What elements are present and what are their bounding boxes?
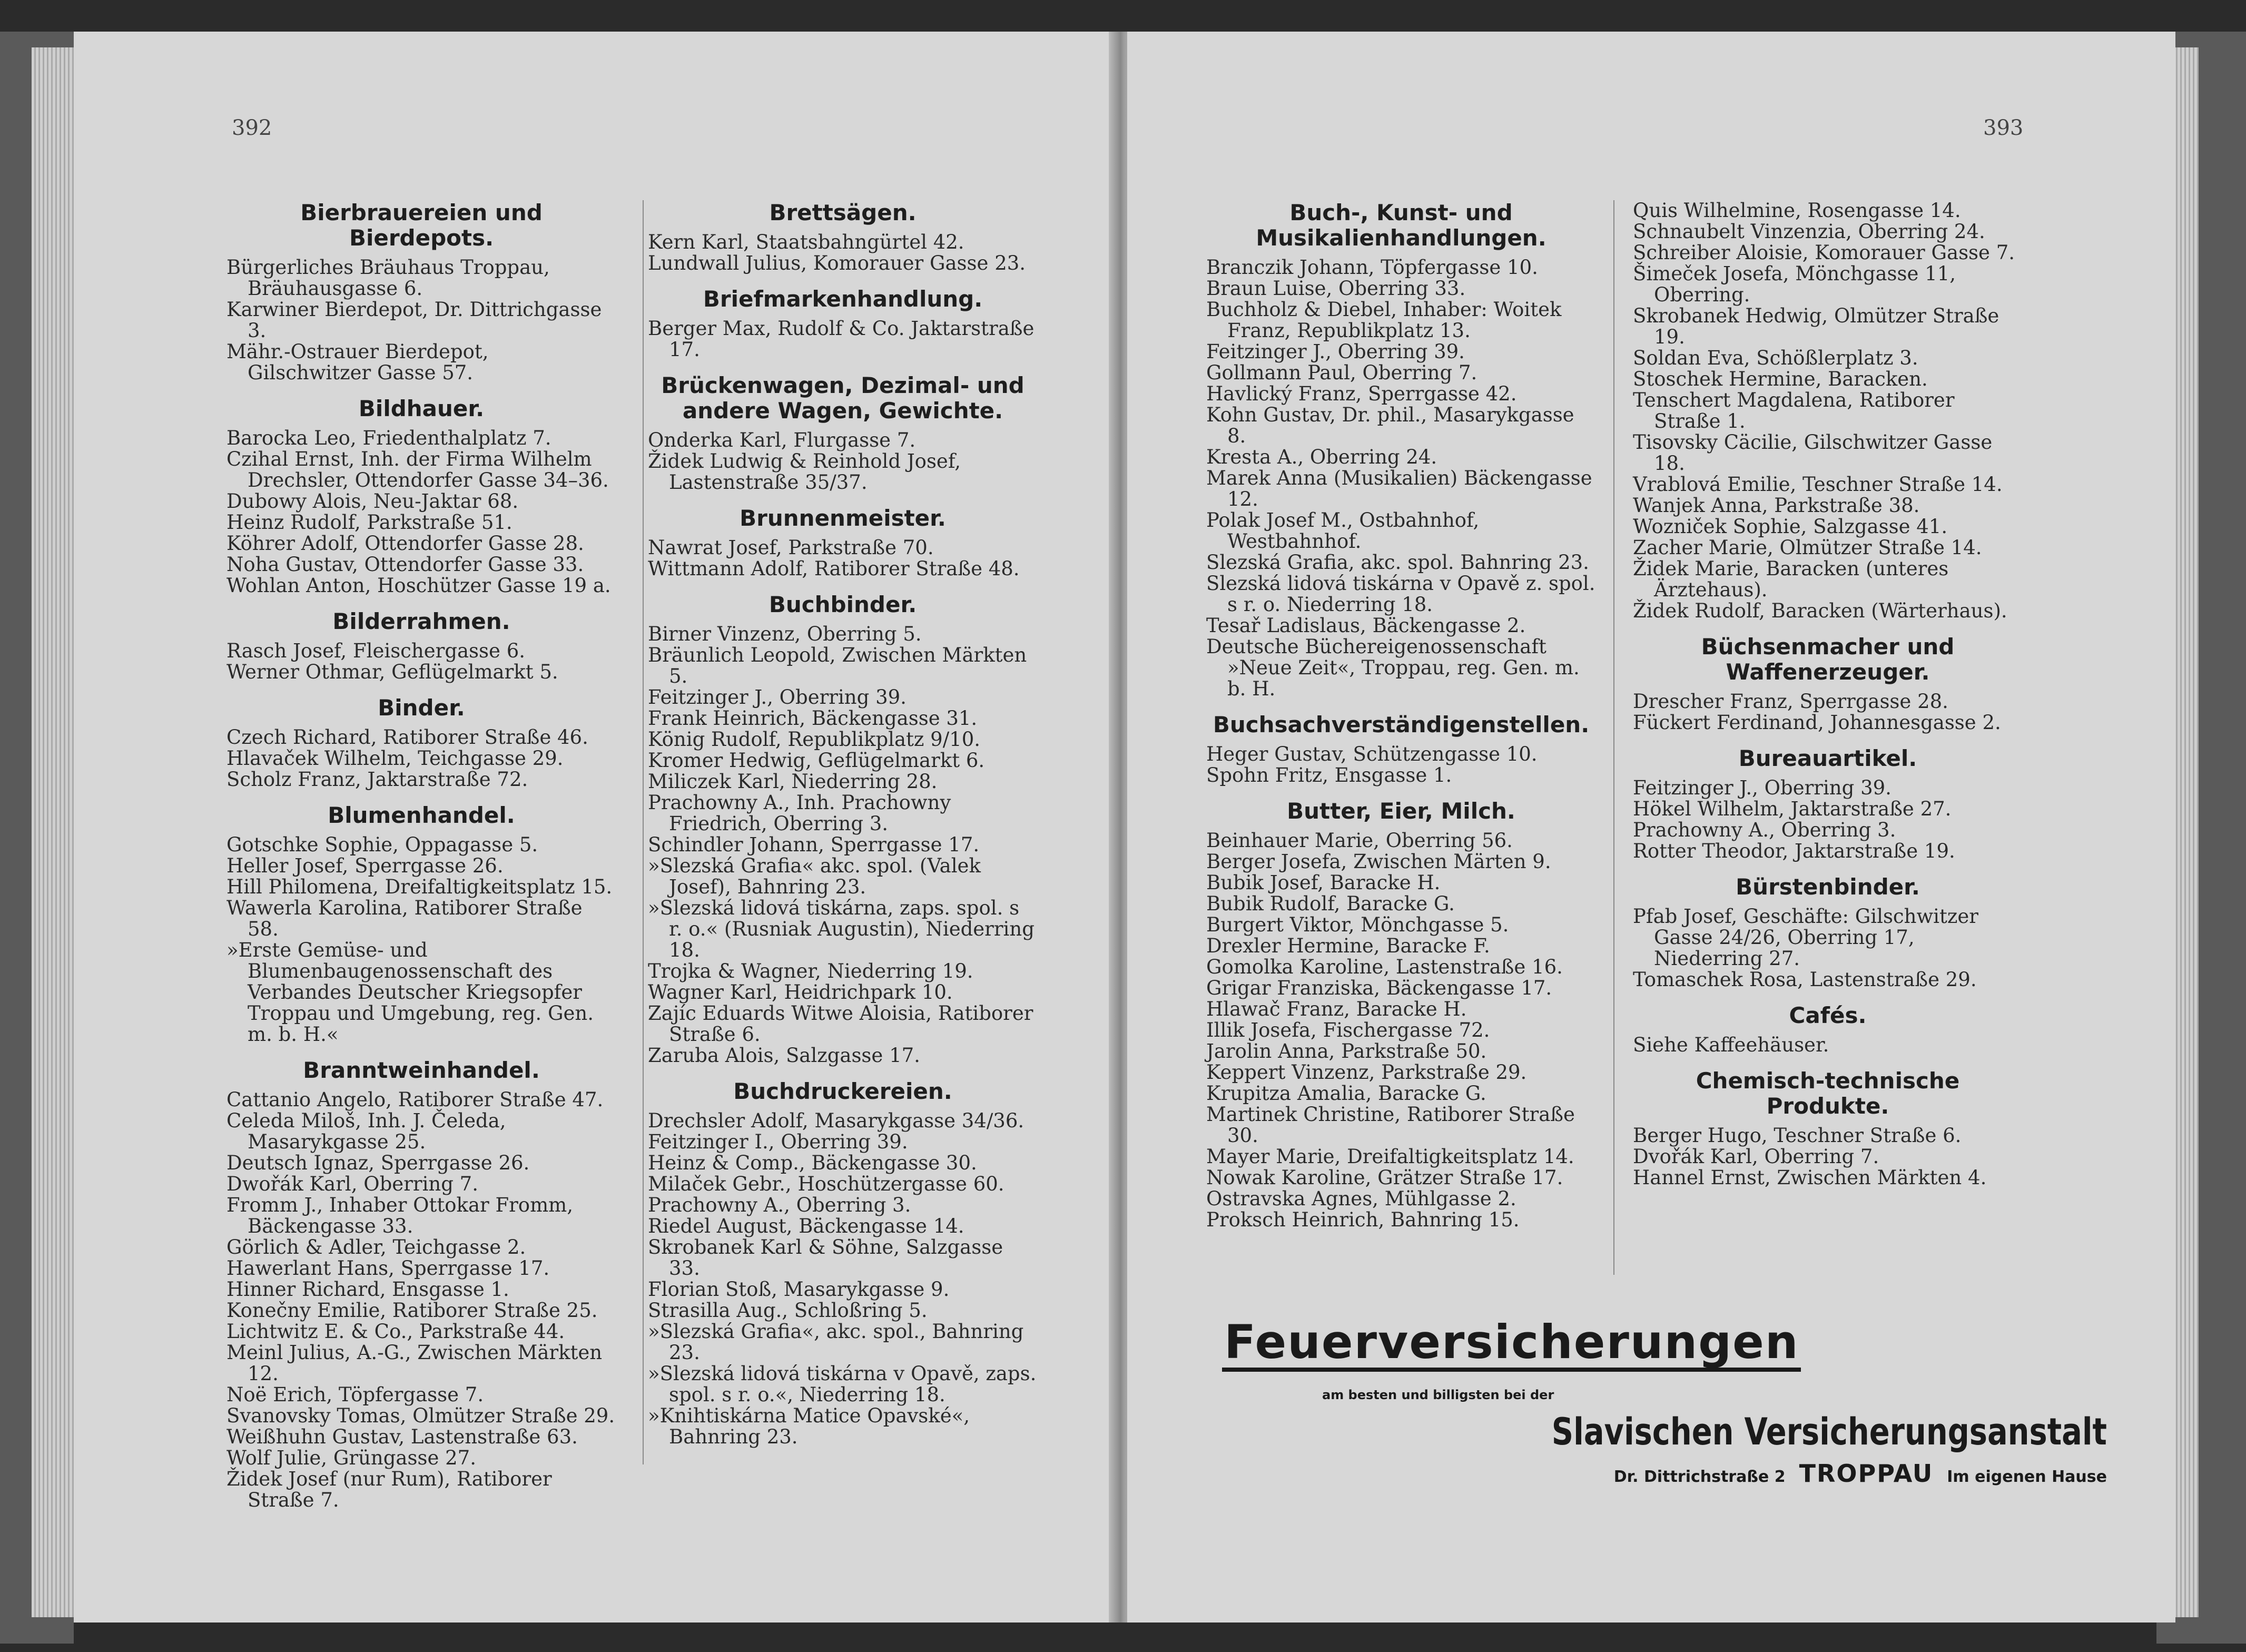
directory-entry: Quis Wilhelmine, Rosengasse 14. [1633, 199, 1961, 222]
directory-entry: Tenschert Magdalena, Ratiborer Straße 1. [1633, 389, 1955, 432]
page-number: 392 [232, 116, 272, 140]
directory-entry: Werner Othmar, Geflügelmarkt 5. [226, 661, 558, 683]
directory-entry: Bürgerliches Bräuhaus Troppau, Bräuhausgasse 6. [226, 256, 550, 300]
directory-entry: Wawerla Karolina, Ratiborer Straße 58. [226, 897, 583, 940]
directory-entry: Drescher Franz, Sperrgasse 28. [1633, 690, 1948, 713]
directory-entry: Fromm J., Inhaber Ottokar Fromm, Bäckengasse 33. [226, 1194, 574, 1237]
directory-entry: Onderka Karl, Flurgasse 7. [648, 429, 916, 451]
section-heading: Butter, Eier, Milch. [1287, 798, 1515, 824]
directory-entry: Hawerlant Hans, Sperrgasse 17. [226, 1257, 550, 1280]
directory-entry: Spohn Fritz, Ensgasse 1. [1206, 764, 1452, 786]
directory-entry: Kromer Hedwig, Geflügelmarkt 6. [648, 749, 985, 772]
directory-entry: Slezská lidová tiskárna v Opavě z. spol. s r. o. Niederring 18. [1206, 572, 1595, 616]
directory-entry: Trojka & Wagner, Niederring 19. [648, 960, 973, 982]
directory-entry: Schreiber Aloisie, Komorauer Gasse 7. [1633, 241, 2015, 264]
directory-entry: »Slezská Grafia«, akc. spol., Bahnring 23. [648, 1320, 1024, 1364]
right-page-column-1 [1206, 200, 1596, 1231]
section-heading: Branntweinhandel. [303, 1057, 540, 1083]
directory-entry: Hlawač Franz, Baracke H. [1206, 998, 1467, 1020]
directory-entry: »Knihtiskárna Matice Opavské«, Bahnring 23. [648, 1404, 970, 1448]
section-heading: Bürstenbinder. [1736, 874, 1920, 900]
section-heading: Buchsachverständigenstellen. [1213, 712, 1590, 738]
directory-entry: »Erste Gemüse- und Blumenbaugenossenschaft des Verbandes Deutscher Kriegsopfer Troppau und Umgebung, reg. Gen. m. b. H.« [226, 939, 594, 1046]
directory-entry: Vrablová Emilie, Teschner Straße 14. [1633, 473, 2003, 496]
column-divider [1613, 200, 1614, 1275]
left-page-column-2 [648, 200, 1038, 1448]
directory-entry: Gomolka Karoline, Lastenstraße 16. [1206, 956, 1563, 978]
directory-entry: Jarolin Anna, Parkstraße 50. [1206, 1040, 1487, 1063]
directory-entry: Nawrat Josef, Parkstraße 70. [648, 536, 934, 559]
directory-entry: Siehe Kaffeehäuser. [1633, 1034, 1829, 1056]
section-heading: Blumenhandel. [328, 802, 515, 828]
directory-entry: Scholz Franz, Jaktarstraße 72. [226, 768, 528, 791]
directory-entry: Židek Josef (nur Rum), Ratiborer Straße 7. [226, 1468, 552, 1511]
directory-entry: Weißhuhn Gustav, Lastenstraße 63. [226, 1425, 578, 1448]
directory-entry: Dvořák Karl, Oberring 7. [1633, 1145, 1879, 1168]
directory-entry: Buchholz & Diebel, Inhaber: Woitek Franz, Republikplatz 13. [1206, 298, 1562, 342]
ad-address: Dr. Dittrichstraße 2 [1613, 1468, 1786, 1486]
directory-entry: Prachowny A., Inh. Prachowny Friedrich, Oberring 3. [648, 791, 951, 835]
directory-entry: Havlický Franz, Sperrgasse 42. [1206, 382, 1517, 405]
section-heading: Brückenwagen, Dezimal- und andere Wagen, Gewichte. [661, 372, 1025, 424]
directory-entry: Dwořák Karl, Oberring 7. [226, 1173, 478, 1195]
directory-entry: Wittmann Adolf, Ratiborer Straße 48. [648, 557, 1020, 580]
section-heading: Briefmarkenhandlung. [703, 286, 983, 312]
directory-entry: Fückert Ferdinand, Johannesgasse 2. [1633, 711, 2001, 734]
directory-entry: Soldan Eva, Schößlerplatz 3. [1633, 347, 1918, 369]
directory-entry: Marek Anna (Musikalien) Bäckengasse 12. [1206, 467, 1592, 510]
right-page [1127, 32, 2175, 1622]
directory-entry: Beinhauer Marie, Oberring 56. [1206, 829, 1513, 852]
page-number: 393 [1983, 116, 2024, 140]
directory-entry: Gollmann Paul, Oberring 7. [1206, 361, 1477, 384]
directory-entry: Tomaschek Rosa, Lastenstraße 29. [1633, 968, 1977, 991]
directory-entry: Schindler Johann, Sperrgasse 17. [648, 833, 980, 856]
directory-entry: Wozniček Sophie, Salzgasse 41. [1633, 515, 1948, 538]
section-heading: Buchbinder. [769, 592, 917, 617]
directory-entry: Görlich & Adler, Teichgasse 2. [226, 1236, 526, 1258]
directory-entry: Skrobanek Karl & Söhne, Salzgasse 33. [648, 1236, 1003, 1280]
directory-entry: Meinl Julius, A.-G., Zwischen Märkten 12. [226, 1341, 603, 1385]
directory-entry: Tisovsky Cäcilie, Gilschwitzer Gasse 18. [1633, 431, 1993, 475]
directory-entry: Martinek Christine, Ratiborer Straße 30. [1206, 1103, 1575, 1147]
directory-entry: Wohlan Anton, Hoschützer Gasse 19 a. [226, 574, 611, 597]
fire-insurance-advertisement [1222, 1317, 2107, 1488]
directory-entry: Drexler Hermine, Baracke F. [1206, 935, 1490, 957]
directory-entry: Miliczek Karl, Niederring 28. [648, 770, 938, 793]
directory-entry: Heinz & Comp., Bäckengasse 30. [648, 1152, 977, 1174]
directory-entry: Birner Vinzenz, Oberring 5. [648, 623, 922, 645]
ad-headline: Feuerversicherungen [1222, 1317, 1801, 1372]
left-page [74, 32, 1117, 1622]
directory-entry: Kresta A., Oberring 24. [1206, 446, 1437, 468]
section-heading: Bilderrahmen. [332, 608, 510, 634]
directory-entry: Nowak Karoline, Grätzer Straße 17. [1206, 1166, 1563, 1189]
directory-entry: Riedel August, Bäckengasse 14. [648, 1215, 964, 1237]
column-divider [643, 200, 644, 1464]
directory-entry: Noë Erich, Töpfergasse 7. [226, 1383, 484, 1406]
directory-entry: Krupitza Amalia, Baracke G. [1206, 1082, 1486, 1105]
directory-entry: Wagner Karl, Heidrichpark 10. [648, 981, 953, 1004]
directory-entry: Židek Ludwig & Reinhold Josef, Lastenstraße 35/37. [648, 450, 961, 494]
directory-entry: Wolf Julie, Grüngasse 27. [226, 1447, 476, 1469]
directory-entry: Feitzinger I., Oberring 39. [648, 1130, 908, 1153]
section-heading: Bureauartikel. [1738, 745, 1917, 771]
directory-entry: Illik Josefa, Fischergasse 72. [1206, 1019, 1490, 1041]
directory-entry: Skrobanek Hedwig, Olmützer Straße 19. [1633, 304, 1999, 348]
directory-entry: Zajíc Eduards Witwe Aloisia, Ratiborer Straße 6. [648, 1002, 1033, 1046]
directory-entry: Hlavaček Wilhelm, Teichgasse 29. [226, 747, 564, 770]
directory-entry: Hinner Richard, Ensgasse 1. [226, 1278, 509, 1301]
directory-entry: Konečny Emilie, Ratiborer Straße 25. [226, 1299, 598, 1322]
directory-entry: Bubik Josef, Baracke H. [1206, 871, 1441, 894]
directory-entry: Noha Gustav, Ottendorfer Gasse 33. [226, 553, 584, 576]
directory-entry: Czihal Ernst, Inh. der Firma Wilhelm Drechsler, Ottendorfer Gasse 34–36. [226, 448, 609, 491]
directory-entry: Židek Rudolf, Baracken (Wärterhaus). [1633, 599, 2007, 622]
ad-city: TROPPAU [1799, 1459, 1934, 1488]
directory-entry: Pfab Josef, Geschäfte: Gilschwitzer Gasse 24/26, Oberring 17, Niederring 27. [1633, 905, 1978, 970]
directory-entry: »Slezská lidová tiskárna, zaps. spol. s r. o.« (Rusniak Augustin), Niederring 18. [648, 897, 1035, 961]
directory-entry: Dubowy Alois, Neu-Jaktar 68. [226, 490, 519, 513]
directory-entry: Grigar Franziska, Bäckengasse 17. [1206, 977, 1552, 999]
directory-entry: Hökel Wilhelm, Jaktarstraße 27. [1633, 798, 1952, 820]
directory-entry: Lundwall Julius, Komorauer Gasse 23. [648, 252, 1026, 274]
directory-entry: Polak Josef M., Ostbahnhof, Westbahnhof. [1206, 509, 1480, 553]
section-heading: Chemisch-technische Produkte. [1696, 1068, 1960, 1119]
directory-entry: Kern Karl, Staatsbahngürtel 42. [648, 231, 964, 253]
directory-entry: Berger Hugo, Teschner Straße 6. [1633, 1124, 1962, 1147]
directory-entry: Stoschek Hermine, Baracken. [1633, 368, 1928, 390]
directory-entry: Rasch Josef, Fleischergasse 6. [226, 640, 525, 662]
page-edges-left [32, 47, 79, 1617]
section-heading: Bierbrauereien und Bierdepots. [300, 200, 543, 251]
directory-entry: Tesař Ladislaus, Bäckengasse 2. [1206, 614, 1526, 637]
directory-entry: »Slezská lidová tiskárna v Opavě, zaps. spol. s r. o.«, Niederring 18. [648, 1362, 1037, 1406]
section-heading: Cafés. [1789, 1002, 1867, 1028]
ad-subline: am besten und billigsten bei der [1322, 1388, 1554, 1402]
directory-entry: Rotter Theodor, Jaktarstraße 19. [1633, 840, 1955, 862]
directory-entry: Wanjek Anna, Parkstraße 38. [1633, 494, 1920, 517]
directory-entry: Feitzinger J., Oberring 39. [1206, 340, 1465, 363]
directory-entry: Deutsch Ignaz, Sperrgasse 26. [226, 1152, 530, 1174]
directory-entry: Ostravska Agnes, Mühlgasse 2. [1206, 1187, 1516, 1210]
right-page-column-2 [1633, 200, 2023, 1188]
ad-company-name: Slavischen Versicherungsanstalt [1551, 1410, 2107, 1453]
section-heading: Brettsägen. [769, 200, 917, 225]
directory-entry: Berger Josefa, Zwischen Märten 9. [1206, 850, 1551, 873]
directory-entry: Köhrer Adolf, Ottendorfer Gasse 28. [226, 532, 584, 555]
directory-entry: Heller Josef, Sperrgasse 26. [226, 854, 504, 877]
directory-entry: Zaruba Alois, Salzgasse 17. [648, 1044, 920, 1067]
directory-entry: Hannel Ernst, Zwischen Märkten 4. [1633, 1166, 1987, 1189]
ad-address-line [1222, 1459, 2107, 1488]
ad-note: Im eigenen Hause [1947, 1468, 2107, 1486]
directory-entry: Karwiner Bierdepot, Dr. Dittrichgasse 3. [226, 298, 602, 342]
directory-entry: Berger Max, Rudolf & Co. Jaktarstraße 17. [648, 317, 1035, 361]
directory-entry: Strasilla Aug., Schloßring 5. [648, 1299, 928, 1322]
directory-entry: Cattanio Angelo, Ratiborer Straße 47. [226, 1088, 604, 1111]
directory-entry: Prachowny A., Oberring 3. [1633, 819, 1896, 841]
directory-entry: Schnaubelt Vinzenzia, Oberring 24. [1633, 220, 1985, 243]
directory-entry: Bubik Rudolf, Baracke G. [1206, 892, 1455, 915]
directory-entry: Celeda Miloš, Inh. J. Čeleda, Masarykgasse 25. [226, 1109, 506, 1153]
directory-entry: Lichtwitz E. & Co., Parkstraße 44. [226, 1320, 565, 1343]
directory-entry: Heinz Rudolf, Parkstraße 51. [226, 511, 513, 534]
section-heading: Buch-, Kunst- und Musikalienhandlungen. [1256, 200, 1546, 251]
section-heading: Brunnenmeister. [740, 505, 946, 531]
directory-entry: Milaček Gebr., Hoschützergasse 60. [648, 1173, 1004, 1195]
directory-entry: »Slezská Grafia« akc. spol. (Valek Josef), Bahnring 23. [648, 854, 981, 898]
section-heading: Büchsenmacher und Waffenerzeuger. [1701, 634, 1955, 685]
directory-entry: Mayer Marie, Dreifaltigkeitsplatz 14. [1206, 1145, 1574, 1168]
directory-entry: Mähr.-Ostrauer Bierdepot, Gilschwitzer Gasse 57. [226, 340, 489, 384]
directory-entry: Braun Luise, Oberring 33. [1206, 277, 1466, 300]
directory-entry: Feitzinger J., Oberring 39. [648, 686, 907, 709]
directory-entry: Proksch Heinrich, Bahnring 15. [1206, 1208, 1520, 1231]
directory-entry: Barocka Leo, Friedenthalplatz 7. [226, 427, 551, 449]
directory-entry: Bräunlich Leopold, Zwischen Märkten 5. [648, 644, 1027, 687]
directory-entry: Frank Heinrich, Bäckengasse 31. [648, 707, 978, 730]
directory-entry: Gotschke Sophie, Oppagasse 5. [226, 833, 538, 856]
section-heading: Bildhauer. [358, 396, 485, 421]
directory-entry: Šimeček Josefa, Mönchgasse 11, Oberring. [1633, 262, 1956, 306]
directory-entry: Deutsche Büchereigenossenschaft »Neue Zeit«, Troppau, reg. Gen. m. b. H. [1206, 635, 1580, 700]
directory-entry: Keppert Vinzenz, Parkstraße 29. [1206, 1061, 1527, 1084]
directory-entry: Zacher Marie, Olmützer Straße 14. [1633, 536, 1982, 559]
directory-entry: König Rudolf, Republikplatz 9/10. [648, 728, 981, 751]
directory-entry: Branczik Johann, Töpfergasse 10. [1206, 256, 1538, 279]
directory-entry: Czech Richard, Ratiborer Straße 46. [226, 726, 588, 749]
directory-entry: Prachowny A., Oberring 3. [648, 1194, 911, 1216]
directory-entry: Feitzinger J., Oberring 39. [1633, 776, 1892, 799]
section-heading: Buchdruckereien. [733, 1078, 952, 1104]
directory-entry: Svanovsky Tomas, Olmützer Straße 29. [226, 1404, 615, 1427]
directory-entry: Hill Philomena, Dreifaltigkeitsplatz 15. [226, 876, 613, 898]
directory-entry: Slezská Grafia, akc. spol. Bahnring 23. [1206, 551, 1589, 574]
directory-entry: Drechsler Adolf, Masarykgasse 34/36. [648, 1109, 1025, 1132]
directory-entry: Florian Stoß, Masarykgasse 9. [648, 1278, 950, 1301]
directory-entry: Heger Gustav, Schützengasse 10. [1206, 743, 1538, 765]
directory-entry: Burgert Viktor, Mönchgasse 5. [1206, 913, 1509, 936]
section-heading: Binder. [378, 695, 465, 721]
directory-entry: Židek Marie, Baracken (unteres Ärztehaus). [1633, 557, 1949, 601]
directory-entry: Kohn Gustav, Dr. phil., Masarykgasse 8. [1206, 404, 1574, 447]
left-page-column-1 [226, 200, 616, 1511]
